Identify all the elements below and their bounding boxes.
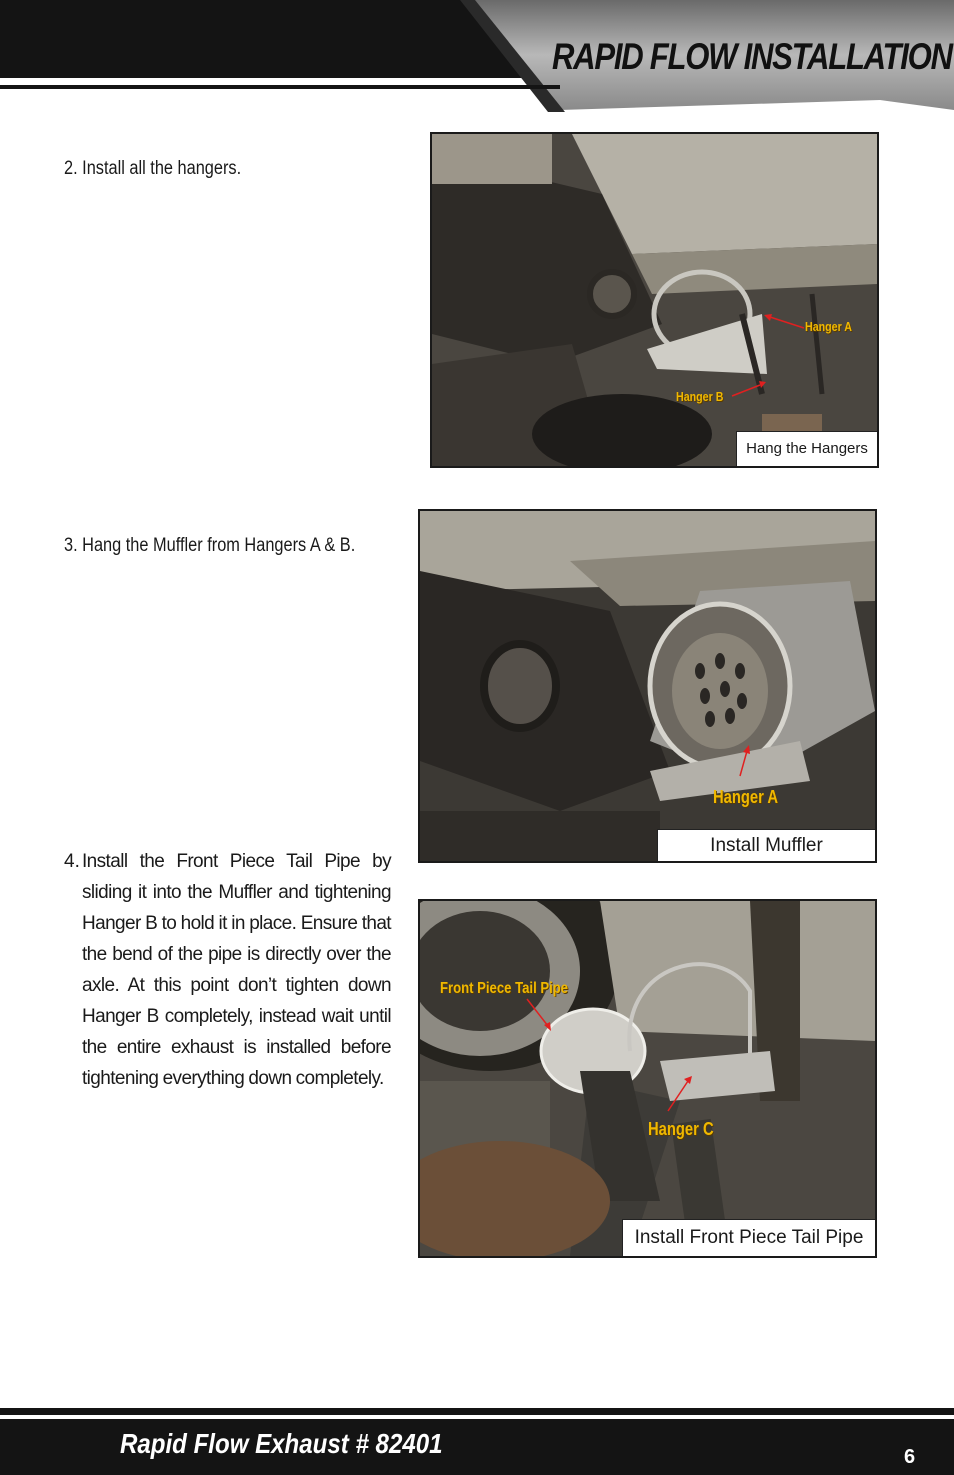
photo-install-muffler-image (420, 511, 875, 861)
callout-hanger-b: Hanger B (676, 389, 724, 404)
step-3-text: 3. Hang the Muffler from Hangers A & B. (64, 535, 356, 556)
callout-hanger-a: Hanger A (805, 319, 852, 334)
step-4-number: 4. (64, 851, 80, 872)
photo-caption: Hang the Hangers (736, 431, 877, 466)
page-title: RAPID FLOW INSTALLATION (552, 36, 952, 77)
photo-hang-the-hangers (430, 132, 879, 468)
step-4-text: Install the Front Piece Tail Pipe by sliding it into the Muffler and tightening Hanger B to hold it in place. Ensure that the bend of the pipe is directly over the axle. At this point don’t tighten down Hanger B completely, instead wait until the entire exhaust is installed before tightening everything down completely. (82, 851, 391, 1089)
footer-rule (0, 1408, 954, 1415)
photo-install-front-piece-tail-pipe (418, 899, 877, 1258)
footer-title: Rapid Flow Exhaust # 82401 (120, 1428, 443, 1459)
callout-front-piece-tail-pipe: Front Piece Tail Pipe (440, 980, 569, 997)
step-2-text: 2. Install all the hangers. (64, 158, 242, 179)
callout-hanger-c: Hanger C (648, 1119, 714, 1139)
step-4 (64, 846, 391, 1094)
photo-install-tail-pipe-image (420, 901, 875, 1256)
photo-caption: Install Front Piece Tail Pipe (622, 1219, 875, 1256)
photo-hang-the-hangers-image (432, 134, 877, 466)
photo-caption: Install Muffler (657, 829, 875, 861)
page-number: 6 (904, 1446, 916, 1468)
header-rule (0, 85, 560, 89)
callout-hanger-a: Hanger A (713, 787, 779, 807)
photo-install-muffler (418, 509, 877, 863)
